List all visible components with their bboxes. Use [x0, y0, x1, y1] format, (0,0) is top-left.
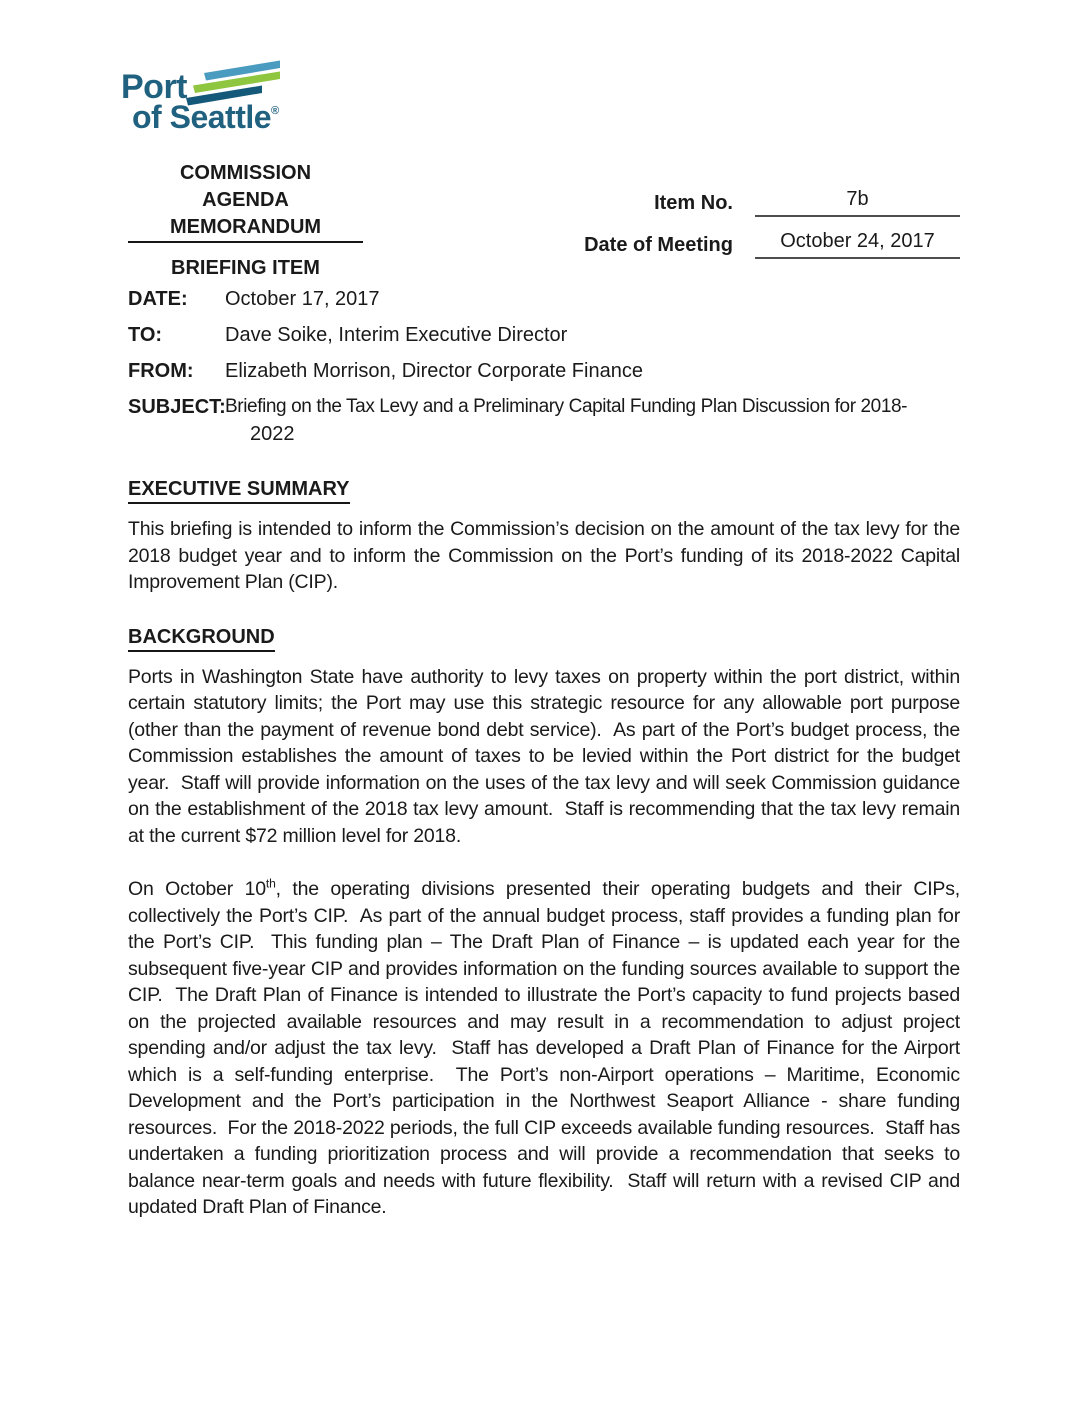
memo-header — [128, 160, 960, 282]
memo-body — [128, 478, 960, 1221]
item-no-label: Item No. — [654, 192, 733, 214]
memo-date-value: October 17, 2017 — [225, 288, 380, 310]
background-paragraph-1: Ports in Washington State have authority to levy taxes on property within the port district, within certain statutory limits; the Port may use this strategic resource for any allowable port purpose (other than the payment of revenue bond debt service). As part of the Port’s budget process, the Commission establishes the amount of taxes to be levied within the Port district for the budget year. Staff will provide information on the uses of the tax levy and will seek Commission guidance on the establishment of the 2018 tax levy amount. Staff is recommending that the tax levy remain at the current $72 million level for 2018. — [128, 665, 960, 847]
logo-registered-mark: ® — [271, 105, 279, 117]
memo-title-block — [128, 160, 363, 282]
memo-subject-label: SUBJECT: — [128, 396, 226, 418]
memo-subject-row — [128, 394, 960, 447]
memo-subject-line2: 2022 — [250, 423, 295, 445]
memo-subject-value — [225, 394, 960, 447]
memo-subject-line1: Briefing on the Tax Levy and a Preliminary Capital Funding Plan Discussion for 2018- — [225, 396, 908, 417]
port-of-seattle-logo-graphic — [116, 52, 296, 136]
memo-from-row — [128, 358, 960, 384]
ordinal-superscript: th — [265, 876, 276, 891]
memo-from-label: FROM: — [128, 360, 194, 382]
background-section — [128, 626, 960, 1221]
memo-date-label: DATE: — [128, 288, 188, 310]
logo-of-seattle-text — [132, 99, 279, 135]
date-of-meeting-value: October 24, 2017 — [755, 228, 960, 259]
memo-date-row — [128, 286, 960, 312]
port-of-seattle-logo — [116, 52, 296, 136]
item-no-row — [568, 186, 960, 217]
background-heading: BACKGROUND — [128, 626, 275, 652]
briefing-item-label: BRIEFING ITEM — [171, 257, 320, 279]
date-of-meeting-row — [568, 228, 960, 259]
commission-title: COMMISSION — [179, 162, 312, 184]
background-paragraph-2-prefix: On October 10 — [128, 878, 266, 900]
item-no-value: 7b — [755, 186, 960, 217]
executive-summary-heading: EXECUTIVE SUMMARY — [128, 478, 350, 504]
date-of-meeting-label: Date of Meeting — [584, 234, 733, 256]
background-paragraph-2 — [128, 876, 960, 1221]
memo-fields — [128, 286, 960, 457]
executive-summary-section — [128, 478, 960, 596]
memo-from-value: Elizabeth Morrison, Director Corporate Finance — [225, 360, 643, 382]
agenda-memorandum-title: AGENDA MEMORANDUM — [128, 187, 363, 243]
logo-of-seattle-tspan: of Seattle — [132, 99, 272, 135]
memo-to-value: Dave Soike, Interim Executive Director — [225, 324, 568, 346]
memo-meta-block — [568, 160, 960, 282]
memo-to-label: TO: — [128, 324, 163, 346]
executive-summary-paragraph: This briefing is intended to inform the Commission’s decision on the amount of the tax levy for the 2018 budget year and to inform the Commission on the Port’s funding of its 2018-2022 Capital Improvement Plan (CIP). — [128, 518, 960, 593]
memo-to-row — [128, 322, 960, 348]
background-paragraph-2-rest: , the operating divisions presented their operating budgets and their CIPs, collectively the Port’s CIP. As part of the annual budget process, staff provides a funding plan for the Port’s CIP. This funding plan – The Draft Plan of Finance – is updated each year for the subsequent five-year CIP and provides information on the funding sources available to support the CIP. The Draft Plan of Finance is intended to illustrate the Port’s capacity to fund projects based on the projected available resources and may result in a recommendation to adjust project spending and/or adjust the tax levy. Staff has developed a Draft Plan of Finance for the Airport which is a self-funding enterprise. The Port’s non-Airport operations – Maritime, Economic Development and the Port’s participation in the Northwest Seaport Alliance - share funding resources. For the 2018-2022 periods, the full CIP exceeds available funding resources. Staff has undertaken a funding prioritization process and will provide a recommendation that seeks to balance near-term goals and needs with future flexibility. Staff will return with a revised CIP and updated Draft Plan of Finance. — [128, 878, 960, 1218]
logo-port-text: Port — [121, 68, 187, 106]
